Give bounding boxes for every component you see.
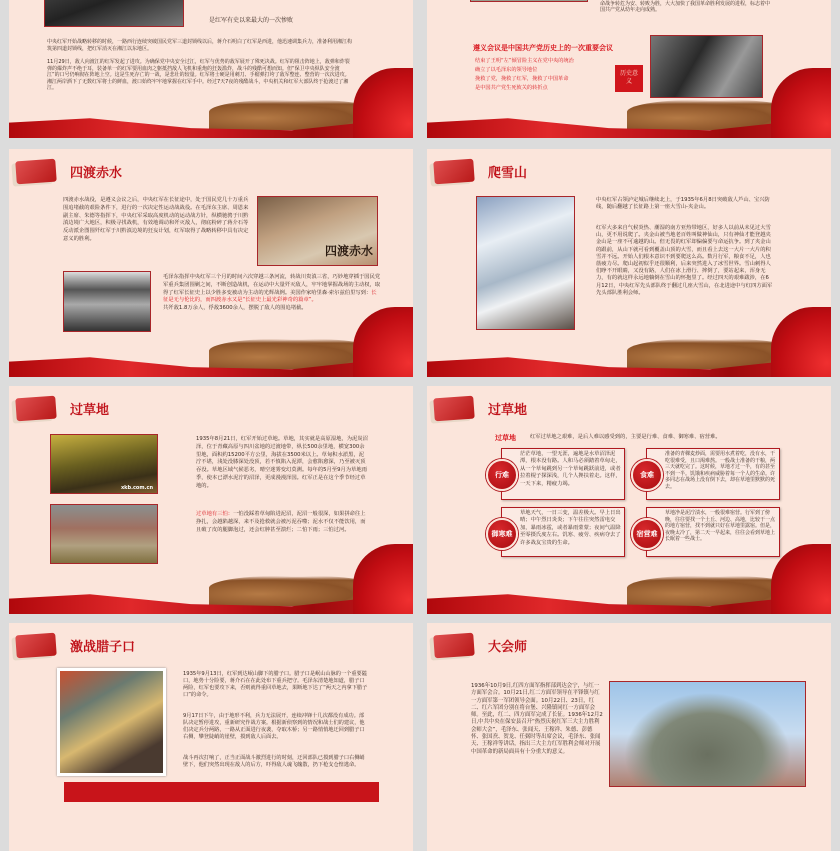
hardship-card bbox=[501, 448, 625, 500]
paragraph bbox=[163, 274, 381, 313]
point: 是中国共产党生死攸关的转折点 bbox=[475, 85, 548, 91]
slide-snow-mountain[interactable] bbox=[427, 149, 831, 377]
paragraph: 11月29日，敌人向渡江的红军发起了进攻。为确保党中央安全过江，红军与优势的敌军展开了殊死决战。红军的阻击阵地上，敌弹和炸裂弹的爆炸声不绝于耳，装备单一的红军要用血肉之躯抵挡敌人飞机和重炮的狂轰滥炸，战斗的残酷可想而知。但“保卫中央纵队安全渡江”的口号仍响彻在阵地上空。这是生死存亡的一战，是悲壮的较量。红军将士硬是用刺刀、手榴弹打垮了敌军整连、整营的一次次进攻。湘江两岸洒下了无数红军将士的鲜血，渡口始终牢牢地掌握在红军手中。经过7天7夜的残酷战斗，中央机关和红军大部队终于抢渡过了湘江。 bbox=[47, 59, 350, 91]
footer-decoration bbox=[9, 96, 413, 138]
footer-decoration bbox=[427, 572, 831, 614]
slide-title: 四渡赤水 bbox=[70, 166, 123, 181]
significance-badge: 历史意义 bbox=[615, 65, 643, 92]
grassland-painting bbox=[50, 434, 158, 494]
meeting-photo bbox=[650, 35, 763, 98]
chishui-painting bbox=[257, 196, 378, 266]
flag-icon bbox=[433, 633, 475, 659]
text: 共歼敌1.8万余人，俘敌3600余人，摆脱了敌人的围追堵截。 bbox=[163, 305, 307, 312]
slide-title: 过草地 bbox=[488, 403, 528, 418]
point: 确立了以毛泽东的领导地位 bbox=[475, 67, 538, 73]
flag-icon bbox=[15, 396, 57, 422]
footer-decoration bbox=[9, 335, 413, 377]
slide-lazikou[interactable] bbox=[9, 623, 413, 851]
paragraph: 1935年9月13日，红军到达岷山脚下的腊子口。腊子口是岷山山脉的一个重要隘口，地势十分险要，蒋介石在在此处布下重兵把守。毛泽东清楚地知道，腊子口两险，红军也要攻下来，否则就得重回草地去，果断地下达了“两天之内拿下腊子口”的命令。 bbox=[183, 671, 368, 698]
footer-decoration bbox=[427, 96, 831, 138]
hardship-card bbox=[646, 507, 780, 557]
slide-grand-reunion[interactable] bbox=[427, 623, 831, 851]
caption: 是红军有史以来最大的一次惨败 bbox=[209, 17, 294, 24]
hardship-badge: 食难 bbox=[631, 459, 663, 491]
flag-icon bbox=[433, 159, 475, 185]
slide-zunyi[interactable] bbox=[427, 0, 831, 138]
point: 挽救了党，挽救了红军，挽救了中国革命 bbox=[475, 76, 569, 82]
flag-icon bbox=[15, 159, 57, 185]
paragraph: 中央红军占领泸定城后继续北上，于1935年6月8日突破敌人芦山、宝兴防线，随后翻越了长征路上第一座大雪山-夹金山。 bbox=[596, 197, 770, 211]
hardship-badge: 宿营难 bbox=[631, 518, 663, 550]
flag-icon bbox=[15, 633, 57, 659]
quote: 长征是无与伦比的，而四渡赤水又是“长征史上最光彩神奇的篇章”。 bbox=[163, 289, 377, 304]
river-crossing-photo bbox=[63, 271, 151, 332]
text: 一怕没踩着草甸陷进泥沼，泥沼一般很深，如果拼命往上挣扎，会越陷越深，来不及抢救就会被污泥吞噬；泥水不仅不能饮用，而且破了皮的腿脚泡过，还会红肿甚至溃烂；二怕下雨；三怕过河。 bbox=[196, 511, 366, 533]
slide-title: 过草地 bbox=[70, 403, 110, 418]
slide-xiangjiang[interactable] bbox=[9, 0, 413, 138]
card-text: 准备的青稞麦炒面，需要用水煮着吃，没有水，干吃很难受，且口渴难熬。一般战士准备的干粮，两三天就吃完了。这时候，草地才过一半，有的甚至不到一半。饥饿和疾病威胁着每一个人的生命。许多同志在战场上没有倒下去，却在草地里默默的死去。 bbox=[665, 451, 776, 490]
paragraph: 战斗再次打响了，正当正面战斗激烈进行的时刻，迂回部队已摸到腊子口右侧峭壁下，他们突然出现在敌人的后方，吓得敌人魂飞魄散，扔下枪支仓惶逃命。 bbox=[183, 755, 365, 768]
slide-title: 大会师 bbox=[488, 640, 528, 655]
sub-text: 红军过草地之艰难，是后人难以感受到的，主要是行难、食难、御寒难、宿营难。 bbox=[530, 434, 721, 440]
card-text: 茫茫草地，一望无涯，遍地是水草沼泽泥潭，根本没有路。人和马必须踏着草甸走，从一个草甸跳到另一个草甸跳跃前进，或者拉着棍子探深浅，几个人搀扶着走。这样，一天下来，精疲力竭。 bbox=[520, 451, 621, 487]
slide-title: 激战腊子口 bbox=[70, 640, 136, 655]
card-text: 草地净是泥泞渍水，一般很难宿营。行军到了傍晚，往往要找一个土丘、河边、高地，比较干一点的地方宿营，找不到就只好在草地里露宿。但是，夜晚太冷了，第二天一早起来，往往会看到草地上长眠着一些战士。 bbox=[665, 510, 776, 542]
grassland-march-painting bbox=[50, 504, 158, 564]
paragraph: 命战争转危为安、转败为胜，大大加快了我国革命胜利发展的进程，标志着中国共产党从幼年走向成熟。 bbox=[600, 0, 771, 13]
red-banner bbox=[64, 782, 379, 802]
slide-grassland[interactable] bbox=[9, 386, 413, 614]
hardship-badge: 御寒难 bbox=[486, 518, 518, 550]
point: 结束了王明“左”倾冒险主义在党中央的统治 bbox=[475, 58, 574, 64]
paragraph: 红军大多来自气候炎热、潮湿的南方亚热带地区，好多人以前从未见过大雪山，更不用说爬了。夹金山被当地老百姓叫做神仙山，只有神仙才能登越夹金山是一座不可逾越的山。但无畏的红军却偏偏要与命运抗争。到了夹金山的跟前，从山下就可看到覆盖山顶的大雪，而且看上去这一大片一大片的积雪并不远。开始人们根本意识不到要爬这么高。数月行军，粮食不足，人也筋疲力尽。爬山起初似乎还很顺利，后来突然进入了冰雪世界。雪山刺得人们睁不开眼睛，又没有路，人们在冰上滑行、摔倒了，要站起来，浑身无力，有的就这样永远地躺倒在雪山的怀抱里了。经过四天的艰难跋涉，在6月12日，中央红军先头部队终于翻过几座大雪山，在北进途中与红四方面军先头部队胜利会师。 bbox=[596, 225, 773, 296]
hardship-card bbox=[646, 448, 780, 500]
paragraph: 1936年10月9日,红四方面军指挥部到达会宁，与红一方面军会合。10月21日,红二方面军领导在平锋镇与红一方面军第一军团领导会面。10月22日、23日，红二、红六军团分别在将台堡、兴隆镇同红一方面军会师。至此，红二、四方面军完成了长征。1936年12月2日,中共中央在保安县召开“热烈庆祝红军三大主力胜利会师大会”，毛泽东、张闻天、王稼祥、朱德、彭德怀、张国焘、贺龙、任弼时等出席会议，毛泽东、张闻天、王稼祥等讲话，指出三大主力红军胜利会师对开展中国革命的新局面具有十分重大的意义。 bbox=[471, 683, 603, 755]
paragraph: 四渡赤水战役，是遵义会议之后，中央红军在长征途中，处于国民党几十万重兵围追堵截的艰险条件下，进行的一次决定性运动战战役。在毛泽东主席、周恩来副主席、朱德等指挥下，中央红军采取高度机动的运动战方针，纵横驰骋于川黔滇边境广大地区，积极寻找战机，有效地调动和歼灭敌人，彻底粉碎了蒋介石等反动派企图围歼红军于川黔滇边境的狂妄计划，红军取得了战略转移中具有决定意义的胜利。 bbox=[63, 197, 249, 242]
sub-label: 过草地 bbox=[495, 434, 516, 442]
image-credit: xkb.com.cn bbox=[120, 485, 153, 491]
paragraph: 中央红军开始战略转移的时候，一路西行连续突破国民党军三道封锁线以后，蒋介石明白了红军是西进，他迅速调集兵力，准备利用湘江构筑第四道封锁线，把红军消灭在湘江以东地区。 bbox=[47, 39, 353, 52]
flag-icon bbox=[433, 396, 475, 422]
reunion-monument-photo bbox=[609, 681, 806, 787]
paragraph: 1935年8月21日，红军开始过草地。草地，其实就是高原湿地，为泥炭沼泽，位于青藏高原与四川盆地的过渡地带，纵长500余里地，横宽300余里地，面积约15200平方公里，海拔在3500米以上。草甸积水淤黑，泥泞不堪，浅处没膝深处没顶，若不慎陷入泥潭，会愈陷愈深，乃至被灭顶吞没。草地区域气候恶劣，晴空迷雾变幻莫测。每年的5月至9月为草地雨季，使本已漂水泥泞的沼泽，更成漫漫泽国。红军正是在这个季节经过草地的。 bbox=[196, 436, 368, 489]
three-fears-label: 过草地有三怕： bbox=[196, 511, 234, 517]
slide-title: 爬雪山 bbox=[488, 166, 528, 181]
slide-sidu-chishui[interactable] bbox=[9, 149, 413, 377]
lazikou-painting bbox=[57, 668, 166, 776]
text: 毛泽东指挥中央红军三个月的时间六次穿越三条河流，转战川贵滇三省，巧妙地穿插于国民党军重兵集团围剿之间，不断创造战机，在运动中大量歼灭敌人，牢牢地掌握战场的主动权，取得了红军长征史上以少胜多变被动为主动的光辉战例。美国作家哈里森·索尔兹伯里写到： bbox=[163, 274, 381, 296]
footer-decoration bbox=[427, 335, 831, 377]
hardship-badge: 行难 bbox=[486, 459, 518, 491]
paragraph bbox=[196, 511, 368, 534]
zunyi-building-photo bbox=[470, 0, 588, 2]
snow-mountain-painting bbox=[476, 196, 575, 330]
battle-photo bbox=[44, 0, 184, 27]
card-text: 草地天气，一日三变，温差极大。早上日出晴；中午烈日炎炎；下午往往突然雷电交加，暴雨冰雹，或者暴雨蒙蒙；夜间气温降至零摄氏度左右。饥寒、疲劳、疾病夺去了许多战友宝贵的生命。 bbox=[520, 510, 621, 546]
hardship-card bbox=[501, 507, 625, 557]
footer-decoration bbox=[9, 572, 413, 614]
section-heading: 遵义会议是中国共产党历史上的一次重要会议 bbox=[473, 44, 613, 52]
slide-grassland-hardships[interactable] bbox=[427, 386, 831, 614]
painting-title: 四渡赤水 bbox=[324, 244, 373, 258]
paragraph: 9月17日下午，由于地形不利，兵力无法展开，连续冲锋十几次都没有成功。部队决定暂停进攻，重新研究作战方案。根据新侦察到的情况和战士们的建议，他们决定兵分两路，一路从正面进行夜袭，夺取木桥；另一路悄悄地迂回到腊子口右侧，攀登陡峭的崖壁，摸到敌人后面去。 bbox=[183, 713, 365, 740]
